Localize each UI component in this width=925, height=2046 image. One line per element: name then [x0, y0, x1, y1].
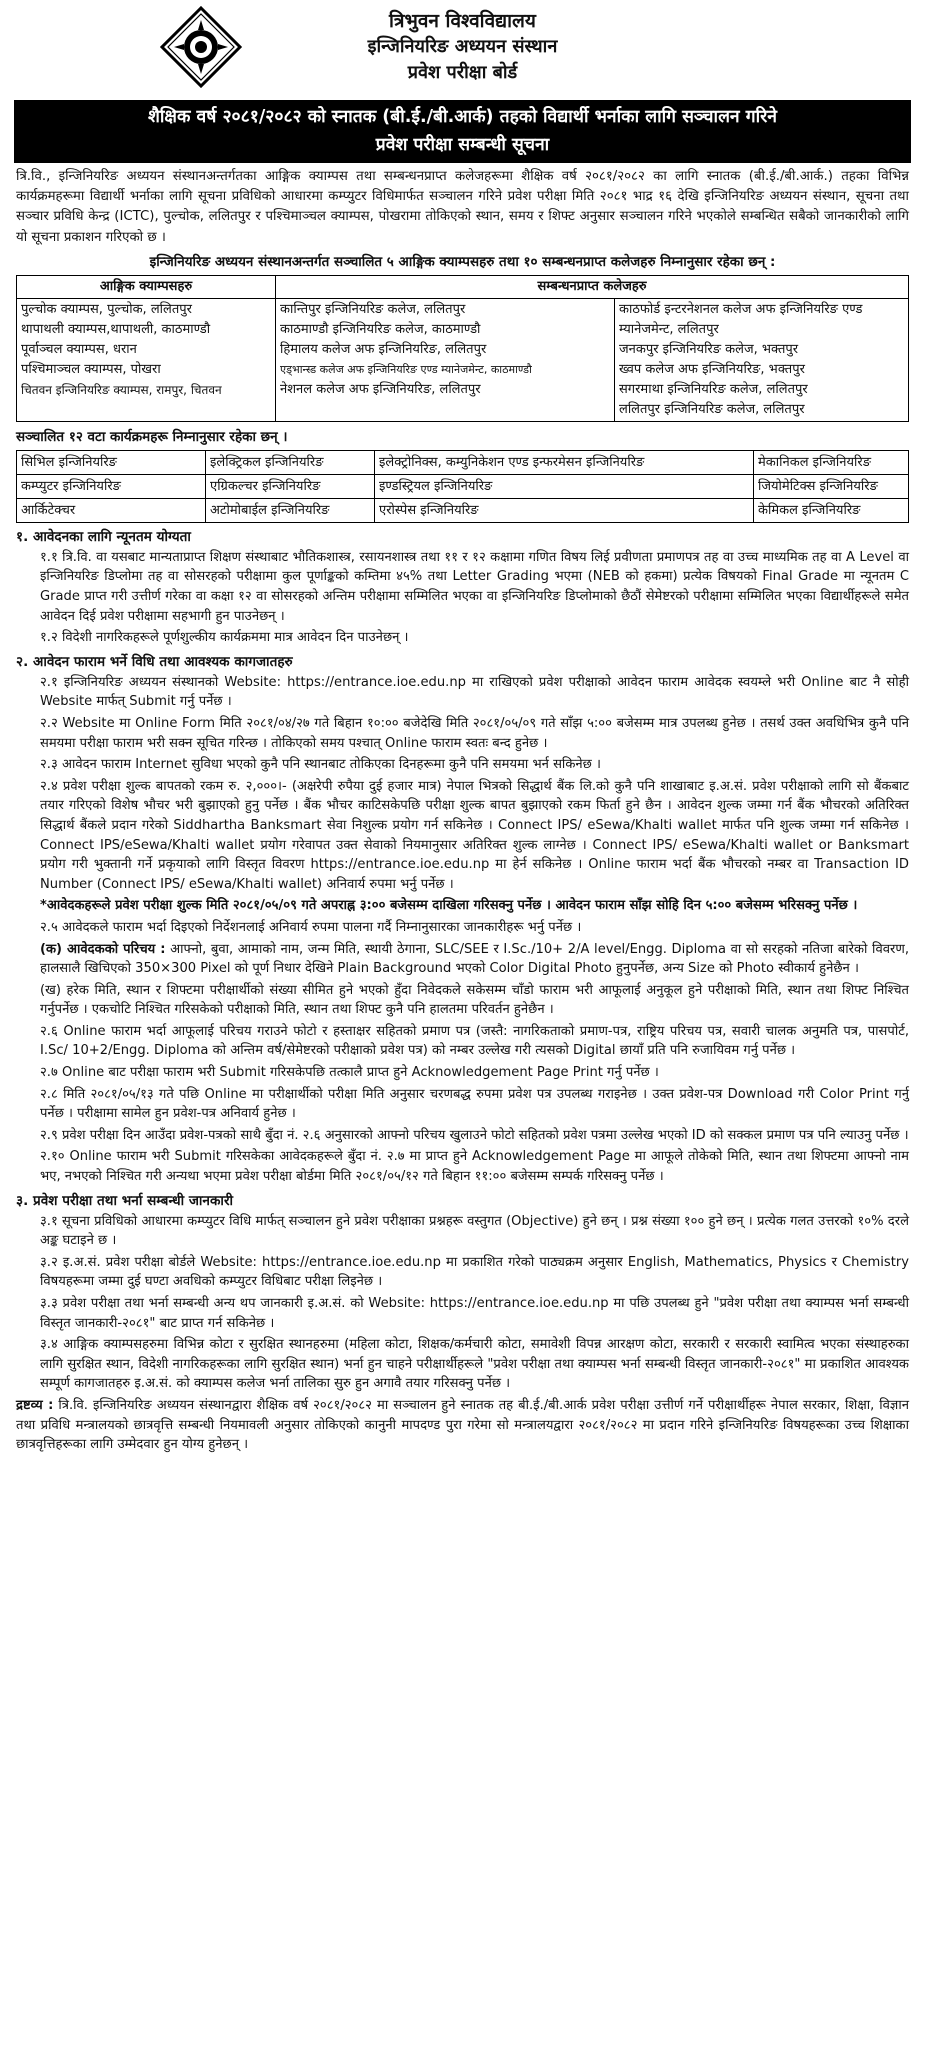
section2-item: २.९ प्रवेश परीक्षा दिन आउँदा प्रवेश-पत्रको साथै बुँदा नं. २.६ अनुसारको आफ्नो परिचय खुलाउने फोटो सहितको प्रवेश पत्रमा उल्लेख भएको ID को सक्कल प्रमाण पत्र पनि ल्याउनु पर्नेछ । — [40, 1127, 909, 1143]
section2-item: २.१० Online फाराम भरी Submit गरिसकेका आवेदकहरूले बुँदा नं. २.७ मा प्राप्त हुने Acknowledgement Page मा आफूले तोकेको मिति, स्थान तथा शिफ्टमा आफ्नो नाम भए, नभएको निश्चित गरी अन्यथा भएमा प्रवेश परीक्षा बोर्डमा मिति २०८१/०५/१२ गते बिहान ११:०० बजेसम्म सम्पर्क गरिसक्नु पर्नेछ । — [40, 1149, 909, 1185]
fee-deadline-notice: *आवेदकहरूले प्रवेश परीक्षा शुल्क मिति २०८१/०५/०९ गते अपराह्न ३:०० बजेसम्म दाखिला गरिसक्नु पर्नेछ । आवेदन फाराम साँझ सोहि दिन ५:०० बजेसम्म भरिसक्नु पर्नेछ । — [40, 898, 858, 914]
notice-title-line2: प्रवेश परीक्षा सम्बन्धी सूचना — [375, 135, 550, 155]
section2-item: २.३ आवेदन फाराम Internet सुविधा भएको कुनै पनि स्थानबाट तोकिएका दिनहरूमा कुनै पनि समयमा भर्न सकिनेछ । — [40, 757, 601, 773]
section2-item: २.६ Online फाराम भर्दा आफूलाई परिचय गराउने फोटो र हस्ताक्षर सहितको प्रमाण पत्र (जस्तै: नागरिकताको प्रमाण-पत्र, राष्ट्रिय परिचय पत्र, सवारी चालक अनुमति पत्र, पासपोर्ट, I.Sc/ 10+2/Engg. Diploma को अन्तिम वर्ष/सेमेष्टरको परीक्षाको प्रवेश पत्र) को नम्बर उल्लेख गरी त्यसको Digital छायाँ प्रति पनि रुजायिवम गर्नु पर्नेछ । — [40, 1023, 909, 1059]
list-item: नेशनल कलेज अफ इन्जिनियरिङ, ललितपुर — [280, 381, 481, 397]
program-cell: एग्रिकल्चर इन्जिनियरिङ — [206, 474, 375, 498]
section2-heading: २. आवेदन फाराम भर्ने विधि तथा आवश्यक कागजातहरु — [16, 653, 293, 670]
program-cell: आर्किटेक्चर — [17, 498, 206, 522]
program-cell: अटोमोबाईल इन्जिनियरिङ — [206, 498, 375, 522]
notice-title-banner — [14, 100, 911, 163]
list-item: काठफोर्ड इन्टरनेशनल कलेज अफ इन्जिनियरिङ एण्ड म्यानेजमेन्ट, ललितपुर — [619, 301, 863, 337]
program-cell: इण्डस्ट्रियल इन्जिनियरिङ — [375, 474, 754, 498]
section2-item: २.१ इन्जिनियरिङ अध्ययन संस्थानको Website: https://entrance.ioe.edu.np मा राखिएको प्रवेश परीक्षाको आवेदन फाराम आवेदक स्वयम्ले भरी Online बाट नै सोही Website मार्फत् Submit गर्नु पर्नेछ । — [40, 674, 909, 710]
list-item: जनकपुर इन्जिनियरिङ कलेज, भक्तपुर — [619, 341, 799, 357]
list-item: पश्चिमाञ्चल क्याम्पस, पोखरा — [21, 361, 161, 377]
applicant-intro-label: (क) आवेदकको परिचय : — [40, 941, 166, 957]
table-row — [17, 474, 909, 498]
table-row — [17, 498, 909, 522]
section1-item: १.२ विदेशी नागरिकहरूले पूर्णशुल्कीय कार्यक्रममा मात्र आवेदन दिन पाउनेछन् । — [40, 630, 409, 646]
list-item: सगरमाथा इन्जिनियरिङ कलेज, ललितपुर — [619, 381, 808, 397]
programs-table — [16, 450, 909, 523]
program-cell: केमिकल इन्जिनियरिङ — [754, 498, 909, 522]
list-item: ख्वप कलेज अफ इन्जिनियरिङ, भक्तपुर — [619, 361, 805, 377]
footnote-label: द्रष्टव्य : — [16, 1397, 54, 1413]
affiliated-college-list-b — [615, 298, 909, 421]
section2-item: २.४ प्रवेश परीक्षा शुल्क बापतको रकम रु. २,०००।- (अक्षरेपी रुपैया दुई हजार मात्र) नेपाल भित्रको सिद्धार्थ बैंक लि.को कुनै पनि शाखाबाट इ.अ.सं. प्रवेश परीक्षाको लागि सो बैंकबाट तयार गरिएको विशेष भौचर भरी बुझाएको हुनु पर्नेछ । बैंक भौचर काटिसकेपछि परीक्षा शुल्क बापत बुझाएको रकम फिर्ता हुने छैन । आवेदन शुल्क जम्मा गर्न बैंक भौचरको अतिरिक्त सिद्धार्थ बैंकले प्रदान गरेको Siddhartha Banksmart सेवा निशुल्क प्रयोग गर्न सकिनेछ । Connect IPS/ eSewa/Khalti wallet मार्फत पनि शुल्क जम्मा गर्न सकिनेछ । Connect IPS/eSewa/Khalti wallet प्रयोग गरेवापत उक्त सेवाको नियमानुसार अतिरिक्त शुल्क लाग्नेछ । Connect IPS/ eSewa/Khalti wallet or Banksmart प्रयोग गरी भुक्तानी गर्ने प्रकृयाको लागि विस्तृत विवरण https://entrance.ioe.edu.np मा हेर्न सकिनेछ । Online फाराम भर्दा बैंक भौचरको नम्बर वा Transaction ID Number (Connect IPS/ eSewa/Khalti wallet) अनिवार्य रुपमा भर्नु पर्नेछ । — [40, 778, 909, 892]
program-cell: कम्प्युटर इन्जिनियरिङ — [17, 474, 206, 498]
footnote — [16, 1396, 909, 1455]
list-item: चितवन इन्जिनियरिङ क्याम्पस, रामपुर, चितवन — [21, 382, 222, 397]
list-item: ललितपुर इन्जिनियरिङ कलेज, ललितपुर — [619, 401, 805, 417]
section2-item: २.७ Online बाट परीक्षा फाराम भरी Submit गरिसकेपछि तत्कालै प्राप्त हुने Acknowledgement Page Print गर्नु पर्नेछ । — [40, 1065, 659, 1081]
program-cell: जियोमेटिक्स इन्जिनियरिङ — [754, 474, 909, 498]
section3-heading: ३. प्रवेश परीक्षा तथा भर्ना सम्बन्धी जानकारी — [16, 1192, 234, 1209]
letterhead — [10, 6, 915, 100]
institution-title — [10, 8, 915, 86]
list-item: कान्तिपुर इन्जिनियरिङ कलेज, ललितपुर — [280, 301, 466, 317]
notice-title-line1: शैक्षिक वर्ष २०८१/२०८२ को स्नातक (बी.ई./बी.आर्क) तहको विद्यार्थी भर्नाका लागि सञ्चालन गरिने — [148, 107, 777, 127]
programs-heading: सञ्चालित १२ वटा कार्यक्रमहरू निम्नानुसार रहेका छन् । — [16, 428, 288, 445]
section3-item: ३.४ आङ्गिक क्याम्पसहरुमा विभिन्न कोटा र सुरक्षित स्थानहरुमा (महिला कोटा, शिक्षक/कर्मचारी कोटा, समावेशी विपन्न आरक्षण कोटा, सरकारी र सरकारी स्वामित्व भएका संस्थाहरुका लागि सुरक्षित स्थान, विदेशी नागरिकहरूका लागि सुरक्षित स्थान) भर्ना हुन चाहने परीक्षार्थीहरूले "प्रवेश परीक्षा तथा क्याम्पस भर्ना सम्बन्धी विस्तृत जानकारी-२०८१" मा प्रकाशित आवश्यक सम्पूर्ण कागजातहरु इ.अ.सं. को क्याम्पस कलेज भर्ना तालिका सुरु हुन अगावै तयार गरिसक्नु पर्नेछ । — [40, 1337, 909, 1392]
list-item: काठमाण्डौ इन्जिनियरिङ कलेज, काठमाण्डौ — [280, 321, 481, 337]
program-cell: एरोस्पेस इन्जिनियरिङ — [375, 498, 754, 522]
section3-item: ३.२ इ.अ.सं. प्रवेश परीक्षा बोर्डले Website: https://entrance.ioe.edu.np मा प्रकाशित गरेको पाठ्यक्रम अनुसार English, Mathematics, Physics र Chemistry विषयहरूमा जम्मा दुई घण्टा अवधिको कम्प्युटर विधिबाट परीक्षा लिइनेछ । — [40, 1254, 909, 1290]
section3-item: ३.१ सूचना प्रविधिको आधारमा कम्प्युटर विधि मार्फत् सञ्चालन हुने प्रवेश परीक्षाका प्रश्नहरू वस्तुगत (Objective) हुने छन् । प्रश्न संख्या १०० हुने छन् । प्रत्येक गलत उत्तरको १०% दरले अङ्क घटाइने छ । — [40, 1213, 909, 1249]
list-item: एड्भान्स्ड कलेज अफ इन्जिनियरिङ एण्ड म्यानेजमेन्ट, काठमाण्डौ — [280, 362, 532, 376]
university-name: त्रिभुवन विश्वविद्यालय — [389, 10, 536, 32]
notice-page — [10, 6, 915, 1455]
section2-item: २.२ Website मा Online Form मिति २०८१/०४/२७ गते बिहान १०:०० बजेदेखि मिति २०८१/०५/०९ गते साँझ ५:०० बजेसम्म मात्र उपलब्ध हुनेछ । तसर्थ उक्त अवधिभित्र कुनै पनि समयमा परीक्षा फाराम भरी सक्न सूचित गरिन्छ । तोकिएको समय पश्चात् Online फाराम स्वतः बन्द हुनेछ । — [40, 715, 909, 751]
list-item: पुल्चोक क्याम्पस, पुल्चोक, ललितपुर — [21, 301, 192, 317]
list-item: पूर्वाञ्चल क्याम्पस, धरान — [21, 341, 137, 357]
program-cell: इलेक्ट्रोनिक्स, कम्युनिकेशन एण्ड इन्फरमेसन इन्जिनियरिङ — [375, 450, 754, 474]
intro-paragraph: त्रि.वि., इन्जिनियरिङ अध्ययन संस्थानअन्तर्गतका आङ्गिक क्याम्पस तथा सम्बन्धनप्राप्त कलेजहरूमा शैक्षिक वर्ष २०८१/२०८२ का लागि स्नातक (बी.ई./बी.आर्क.) तहका विभिन्न कार्यक्रमहरूमा विद्यार्थी भर्नाका लागि सूचना प्रविधिको आधारमा कम्प्युटर विधिमार्फत सञ्चालन गरिने प्रवेश परीक्षा मिति २०८१ भाद्र १६ देखि इन्जिनियरिङ अध्ययन संस्थान, सूचना तथा सञ्चार प्रविधि केन्द्र (ICTC), पुल्चोक, ललितपुर र पश्चिमाञ्चल क्याम्पस, पोखरामा तोकिएको स्थान, समय र शिफ्ट अनुसार सञ्चालन गरिने भएकोले सम्बन्धित सबैको जानकारीको लागि यो सूचना प्रकाशन गरिएको छ । — [16, 169, 909, 245]
institute-name: इन्जिनियरिङ अध्ययन संस्थान — [367, 36, 558, 57]
program-cell: मेकानिकल इन्जिनियरिङ — [754, 450, 909, 474]
section2-item: (ख) हरेक मिति, स्थान र शिफ्टमा परीक्षार्थीको संख्या सीमित हुने भएको हुँदा निवेदकले सकेसम्म चाँडो फाराम भरी आफूलाई अनुकूल हुने परीक्षाको मिति, स्थान तथा शिफ्ट निश्चित गर्नुपर्नेछ । एकचोटि निश्चित गरिसकेको परीक्षाको मिति, स्थान तथा शिफ्ट कुनै पनि हालतमा परिवर्तन हुनेछैन । — [40, 982, 909, 1018]
section3-item: ३.३ प्रवेश परीक्षा तथा भर्ना सम्बन्धी अन्य थप जानकारी इ.अ.सं. को Website: https://entrance.ioe.edu.np मा पछि उपलब्ध हुने "प्रवेश परीक्षा तथा क्याम्पस भर्ना सम्बन्धी विस्तृत जानकारी-२०८१" बाट प्राप्त गर्न सकिनेछ । — [40, 1296, 909, 1331]
applicant-intro-text: आफ्नो, बुवा, आमाको नाम, जन्म मिति, स्थायी ठेगाना, SLC/SEE र I.Sc./10+ 2/A level/Engg. Diploma वा सो सरहको नतिजा बारेको विवरण, हालसालै खिचिएको 350×300 Pixel को पूर्ण निधार देखिने Plain Background भएको Color Digital Photo हुनुपर्नेछ, अन्य Size को Photo स्वीकार्य हुनेछैन । — [40, 941, 909, 977]
constituent-campus-list — [17, 298, 276, 421]
section2-item: २.८ मिति २०८१/०५/१३ गते पछि Online मा परीक्षार्थीको परीक्षा मिति अनुसार चरणबद्ध रुपमा प्रवेश पत्र उपलब्ध गराइनेछ । उक्त प्रवेश-पत्र Download गरी Color Print गर्नु पर्नेछ । परीक्षामा सामेल हुन प्रवेश-पत्र अनिवार्य हुनेछ । — [40, 1086, 909, 1122]
section1-item: १.१ त्रि.वि. वा यसबाट मान्यताप्राप्त शिक्षण संस्थाबाट भौतिकशास्त्र, रसायनशास्त्र तथा ११ र १२ कक्षामा गणित विषय लिई प्रवीणता प्रमाणपत्र तह वा उच्च माध्यमिक तह वा A Level वा इन्जिनियरिङ डिप्लोमा तह वा सोसरहको परीक्षामा कुल पूर्णाङ्कको कम्तिमा ४५% तथा Letter Grading भएमा (NEB को हकमा) प्रत्येक विषयको Final Grade मा न्यूनतम C Grade प्राप्त गरी उत्तीर्ण गरेका वा कक्षा १२ वा सोसरहको अन्तिम परीक्षामा सम्मिलित भएका वा इन्जिनियरिङ डिप्लोमाको छैठौं सेमेष्टरको परीक्षामा सम्मिलित भएका विद्यार्थीहरूले समेत आवेदन दिई प्रवेश परीक्षामा सहभागी हुन पाउनेछन् । — [40, 549, 909, 624]
program-cell: इलेक्ट्रिकल इन्जिनियरिङ — [206, 450, 375, 474]
list-item: हिमालय कलेज अफ इन्जिनियरिङ, ललितपुर — [280, 341, 487, 357]
campus-heading: इन्जिनियरिङ अध्ययन संस्थानअन्तर्गत सञ्चालित ५ आङ्गिक क्याम्पसहरु तथा १० सम्बन्धनप्राप्त कलेजहरु निम्नानुसार रहेका छन् : — [149, 253, 776, 270]
section2-item-ka — [40, 940, 909, 979]
section1-heading: १. आवेदनका लागि न्यूनतम योग्यता — [16, 528, 191, 545]
program-cell: सिभिल इन्जिनियरिङ — [17, 450, 206, 474]
list-item: थापाथली क्याम्पस,थापाथली, काठमाण्डौ — [21, 321, 211, 337]
footnote-text: त्रि.वि. इन्जिनियरिङ अध्ययन संस्थानद्वारा शैक्षिक वर्ष २०८१/२०८२ मा सञ्चालन हुने स्नातक तह बी.ई./बी.आर्क प्रवेश परीक्षा उत्तीर्ण गर्ने परीक्षार्थीहरू नेपाल सरकार, शिक्षा, विज्ञान तथा प्रविधि मन्त्रालयको छात्रवृत्ति सम्बन्धी नियमावली अनुसार तोकिएको कानुनी मापदण्ड पुरा गरेमा सो मन्त्रालयद्वारा २०८१/२०८२ मा प्रदान गरिने इन्जिनियरिङ विषयहरूका उच्च शिक्षाका छात्रवृत्तिहरूका लागि उम्मेदवार हुन योग्य हुनेछन् । — [16, 1397, 909, 1453]
affiliated-college-list-a — [276, 298, 615, 421]
section2-item: २.५ आवेदकले फाराम भर्दा दिइएको निर्देशनलाई अनिवार्य रुपमा पालना गर्दै निम्नानुसारका जानकारीहरू भर्नु पर्नेछ । — [40, 919, 582, 935]
campus-table — [16, 275, 909, 422]
table-row — [17, 450, 909, 474]
board-name: प्रवेश परीक्षा बोर्ड — [407, 62, 518, 83]
affiliated-college-header: सम्बन्धनप्राप्त कलेजहरु — [276, 275, 909, 298]
constituent-campus-header: आङ्गिक क्याम्पसहरु — [17, 275, 276, 298]
